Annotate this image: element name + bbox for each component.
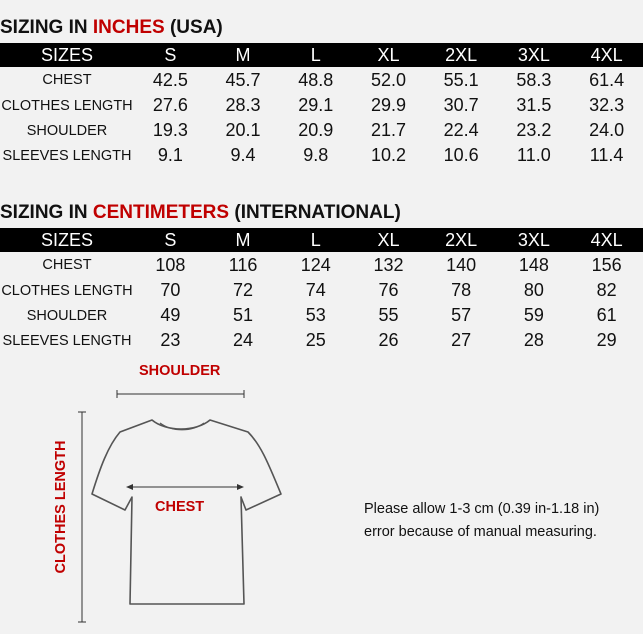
note-line-2: error because of manual measuring. [364,524,597,540]
table-cell: 156 [591,254,622,275]
table-cell: 9.4 [230,145,256,165]
centimeters-heading [0,202,401,224]
row-label: CHEST [42,257,92,273]
table-cell: 28.3 [225,95,261,115]
table-cell: 24.0 [589,120,625,140]
table-cell: 45.7 [225,69,261,90]
table-cell: 61.4 [589,69,625,90]
table-cell: 29.1 [298,95,334,115]
inches-heading-prefix: SIZING IN [0,17,93,38]
row-label: SLEEVES LENGTH [2,147,132,164]
table-cell: 140 [446,254,477,275]
size-header-4xl: 4XL [570,228,643,252]
table-cell: 19.3 [152,120,188,140]
size-header-xl: XL [352,43,425,67]
table-row [0,93,643,118]
table-cell: 132 [373,254,404,275]
size-header-m: M [207,228,280,252]
length-measure-line [78,412,86,622]
table-cell: 25 [305,330,326,350]
tshirt-collar-inner [160,423,204,430]
table-cell: 9.1 [157,145,183,165]
table-cell: 21.7 [370,120,406,140]
centimeters-heading-suffix: (INTERNATIONAL) [229,202,401,223]
size-header-xl: XL [352,228,425,252]
chest-label: CHEST [155,499,205,515]
table-cell: 82 [596,280,617,300]
table-cell: 74 [305,280,326,300]
size-header-l: L [279,228,352,252]
table-cell: 80 [523,280,544,300]
row-label: SHOULDER [26,122,108,139]
size-header-4xl: 4XL [570,43,643,67]
table-cell: 29 [596,330,617,350]
table-cell: 11.0 [517,145,551,165]
table-row [0,303,643,328]
table-cell: 55 [378,305,399,325]
table-row [0,278,643,303]
table-cell: 70 [160,280,181,300]
table-cell: 30.7 [443,95,479,115]
size-header-3xl: 3XL [498,43,571,67]
row-label: CHEST [42,72,92,88]
clothes-length-label: CLOTHES LENGTH [53,440,69,574]
row-label: CLOTHES LENGTH [1,97,133,114]
table-cell: 78 [451,280,472,300]
row-label: SLEEVES LENGTH [2,332,132,349]
inches-size-table [0,43,643,168]
table-cell: 72 [233,280,254,300]
size-header-2xl: 2XL [425,228,498,252]
table-row [0,67,643,93]
shoulder-label: SHOULDER [139,363,221,379]
table-cell: 52.0 [370,69,406,90]
centimeters-size-table [0,228,643,353]
table-cell: 20.1 [225,120,261,140]
sizes-header: SIZES [0,228,134,252]
centimeters-heading-highlight: CENTIMETERS [92,202,230,223]
size-header-s: S [134,228,207,252]
centimeters-heading-prefix: SIZING IN [0,202,93,223]
table-row [0,143,643,168]
table-cell: 108 [155,254,186,275]
note-line-1: Please allow 1-3 cm (0.39 in-1.18 in) [364,501,600,517]
sizes-header: SIZES [0,43,134,67]
table-cell: 48.8 [298,69,334,90]
table-cell: 148 [518,254,549,275]
size-header-m: M [207,43,280,67]
table-cell: 27.6 [152,95,188,115]
table-cell: 55.1 [443,69,479,90]
size-header-2xl: 2XL [425,43,498,67]
inches-heading [0,17,223,39]
table-cell: 51 [233,305,254,325]
table-cell: 58.3 [516,69,552,90]
table-row [0,252,643,278]
size-header-3xl: 3XL [498,228,571,252]
table-cell: 32.3 [589,95,625,115]
table-cell: 59 [523,305,544,325]
inches-heading-highlight: INCHES [92,17,165,38]
row-label: CLOTHES LENGTH [1,282,133,299]
table-cell: 10.2 [370,145,406,165]
table-cell: 9.8 [303,145,329,165]
table-cell: 57 [451,305,472,325]
table-cell: 26 [378,330,399,350]
table-row [0,118,643,143]
size-header-l: L [279,43,352,67]
table-cell: 22.4 [443,120,479,140]
inches-heading-suffix: (USA) [164,17,223,38]
table-cell: 31.5 [516,95,552,115]
table-cell: 20.9 [298,120,334,140]
size-header-s: S [134,43,207,67]
table-cell: 42.5 [152,69,188,90]
measurement-note [364,498,599,544]
table-cell: 24 [233,330,254,350]
table-cell: 23.2 [516,120,552,140]
table-cell: 27 [451,330,472,350]
table-cell: 116 [228,254,258,275]
table-row [0,328,643,353]
table-header-row [0,228,643,252]
table-cell: 49 [160,305,181,325]
table-cell: 10.6 [443,145,479,165]
table-cell: 61 [596,305,617,325]
table-cell: 124 [300,254,331,275]
table-cell: 76 [378,280,399,300]
table-cell: 53 [305,305,326,325]
chest-measure-arrow [126,484,244,490]
table-cell: 28 [523,330,544,350]
table-cell: 11.4 [589,145,624,165]
row-label: SHOULDER [26,307,108,324]
shoulder-measure-line [117,390,244,398]
table-cell: 29.9 [370,95,406,115]
table-header-row [0,43,643,67]
table-cell: 23 [160,330,181,350]
